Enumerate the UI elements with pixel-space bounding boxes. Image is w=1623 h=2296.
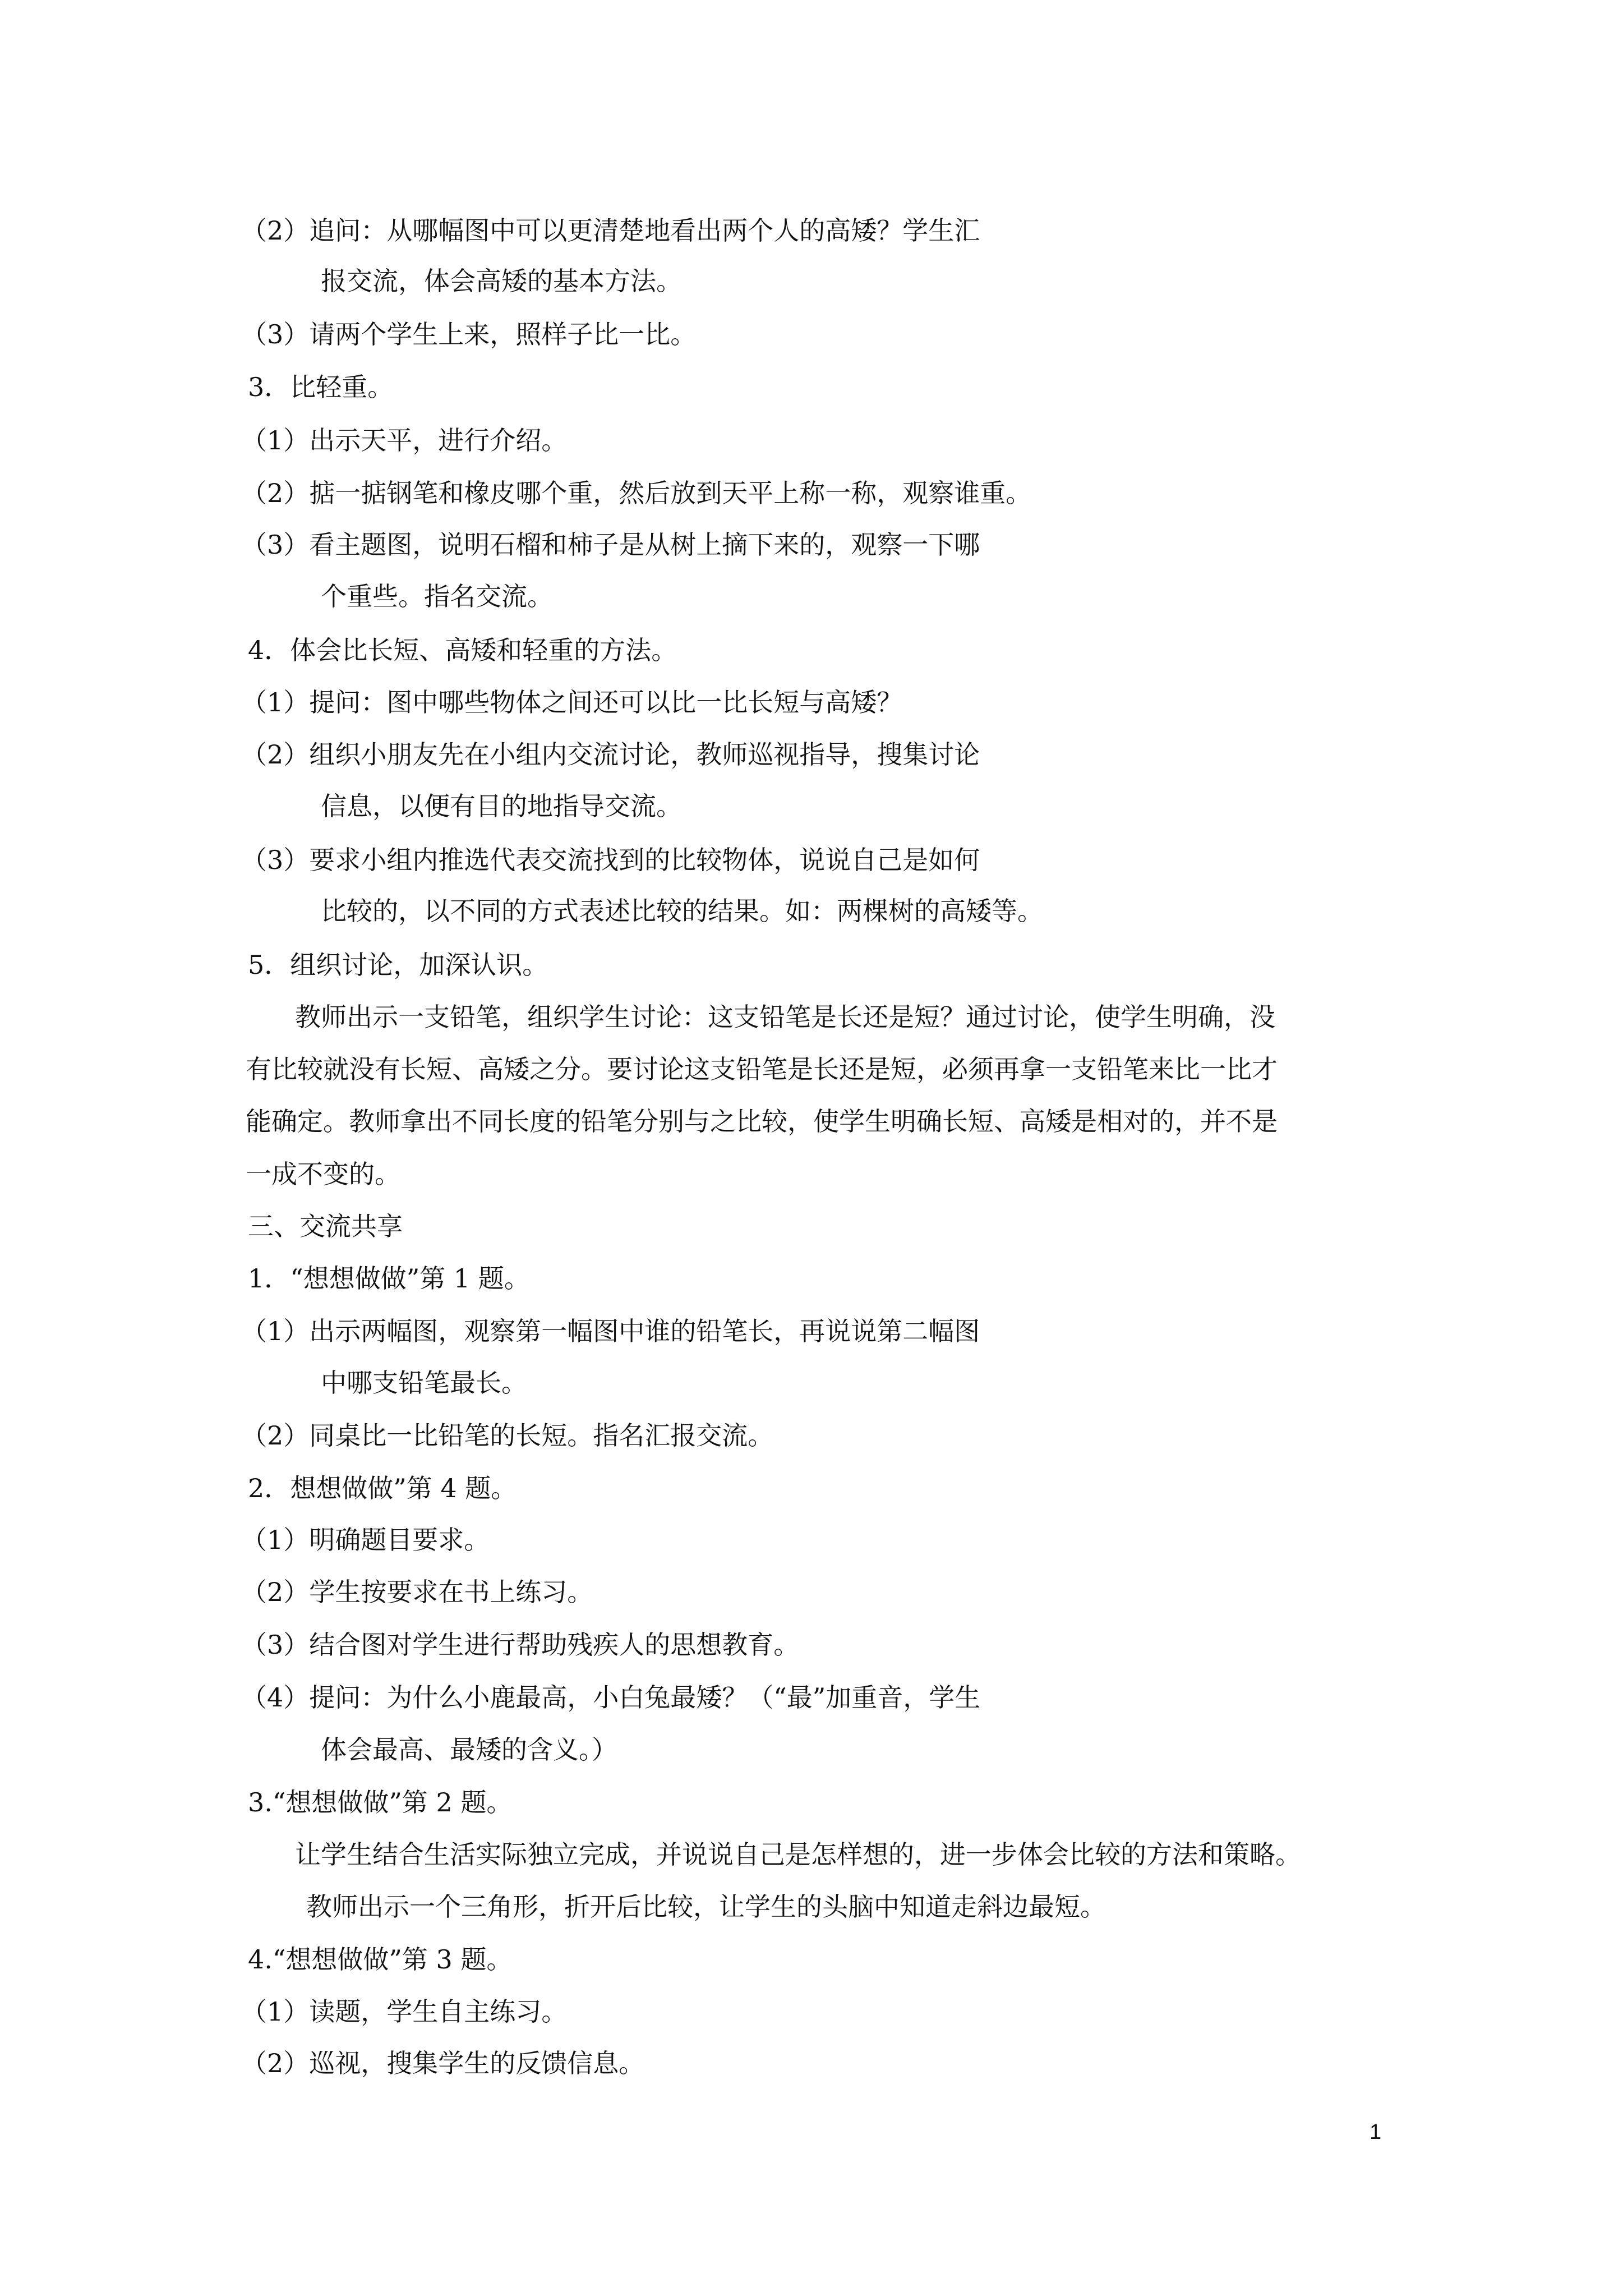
page-number: 1: [1370, 2120, 1382, 2144]
text-line: （2）组织小朋友先在小组内交流讨论，教师巡视指导，搜集讨论: [241, 739, 980, 770]
section-heading: 1．“想想做做”第 1 题。: [248, 1263, 530, 1294]
text-line: （1）提问：图中哪些物体之间还可以比一比长短与高矮？: [241, 687, 903, 717]
section-heading: 3．比轻重。: [248, 372, 394, 402]
section-heading: 4.“想想做做”第 3 题。: [248, 1944, 513, 1975]
paragraph-line: 一成不变的。: [246, 1159, 400, 1189]
text-line: （1）出示天平，进行介绍。: [241, 425, 568, 455]
paragraph-line: 让学生结合生活实际独立完成，并说说自己是怎样想的，进一步体会比较的方法和策略。: [295, 1839, 1301, 1870]
text-line: （2）巡视，搜集学生的反馈信息。: [241, 2048, 645, 2078]
text-line: 信息，以便有目的地指导交流。: [321, 791, 682, 821]
text-line: （1）读题，学生自主练习。: [241, 1996, 568, 2027]
text-line: 比较的，以不同的方式表述比较的结果。如：两棵树的高矮等。: [321, 896, 1043, 926]
text-line: （2）掂一掂钢笔和橡皮哪个重，然后放到天平上称一称，观察谁重。: [241, 478, 1032, 508]
section-heading: 三、交流共享: [248, 1211, 403, 1241]
paragraph-line: 有比较就没有长短、高矮之分。要讨论这支铅笔是长还是短，必须再拿一支铅笔来比一比才: [246, 1054, 1278, 1084]
text-line: （4）提问：为什么小鹿最高，小白兔最矮？（“最”加重音，学生: [241, 1682, 981, 1713]
section-heading: 3.“想想做做”第 2 题。: [248, 1787, 513, 1818]
text-line: （2）学生按要求在书上练习。: [241, 1577, 593, 1607]
section-heading: 2．想想做做”第 4 题。: [248, 1473, 517, 1503]
section-heading: 4．体会比长短、高矮和轻重的方法。: [248, 635, 677, 665]
section-heading: 5．组织讨论，加深认识。: [248, 950, 548, 980]
text-line: 个重些。指名交流。: [321, 581, 553, 611]
paragraph-line: 教师出示一支铅笔，组织学生讨论：这支铅笔是长还是短？通过讨论，使学生明确，没: [295, 1002, 1275, 1032]
text-line: （3）结合图对学生进行帮助残疾人的思想教育。: [241, 1630, 800, 1660]
text-line: （1）明确题目要求。: [241, 1525, 490, 1555]
text-line: 报交流，体会高矮的基本方法。: [321, 266, 682, 296]
text-line: （2）追问：从哪幅图中可以更清楚地看出两个人的高矮？学生汇: [241, 215, 980, 246]
text-line: （3）要求小组内推选代表交流找到的比较物体，说说自己是如何: [241, 845, 980, 875]
text-line: （3）请两个学生上来，照样子比一比。: [241, 319, 697, 349]
text-line: 中哪支铅笔最长。: [321, 1368, 527, 1398]
text-line: 体会最高、最矮的含义。）: [321, 1734, 617, 1765]
text-line: （2）同桌比一比铅笔的长短。指名汇报交流。: [241, 1420, 774, 1451]
text-line: （1）出示两幅图，观察第一幅图中谁的铅笔长，再说说第二幅图: [241, 1316, 980, 1346]
paragraph-line: 教师出示一个三角形，折开后比较，让学生的头脑中知道走斜边最短。: [306, 1892, 1106, 1922]
text-line: （3）看主题图，说明石榴和柿子是从树上摘下来的，观察一下哪: [241, 530, 980, 560]
paragraph-line: 能确定。教师拿出不同长度的铅笔分别与之比较，使学生明确长短、高矮是相对的，并不是: [246, 1106, 1278, 1137]
